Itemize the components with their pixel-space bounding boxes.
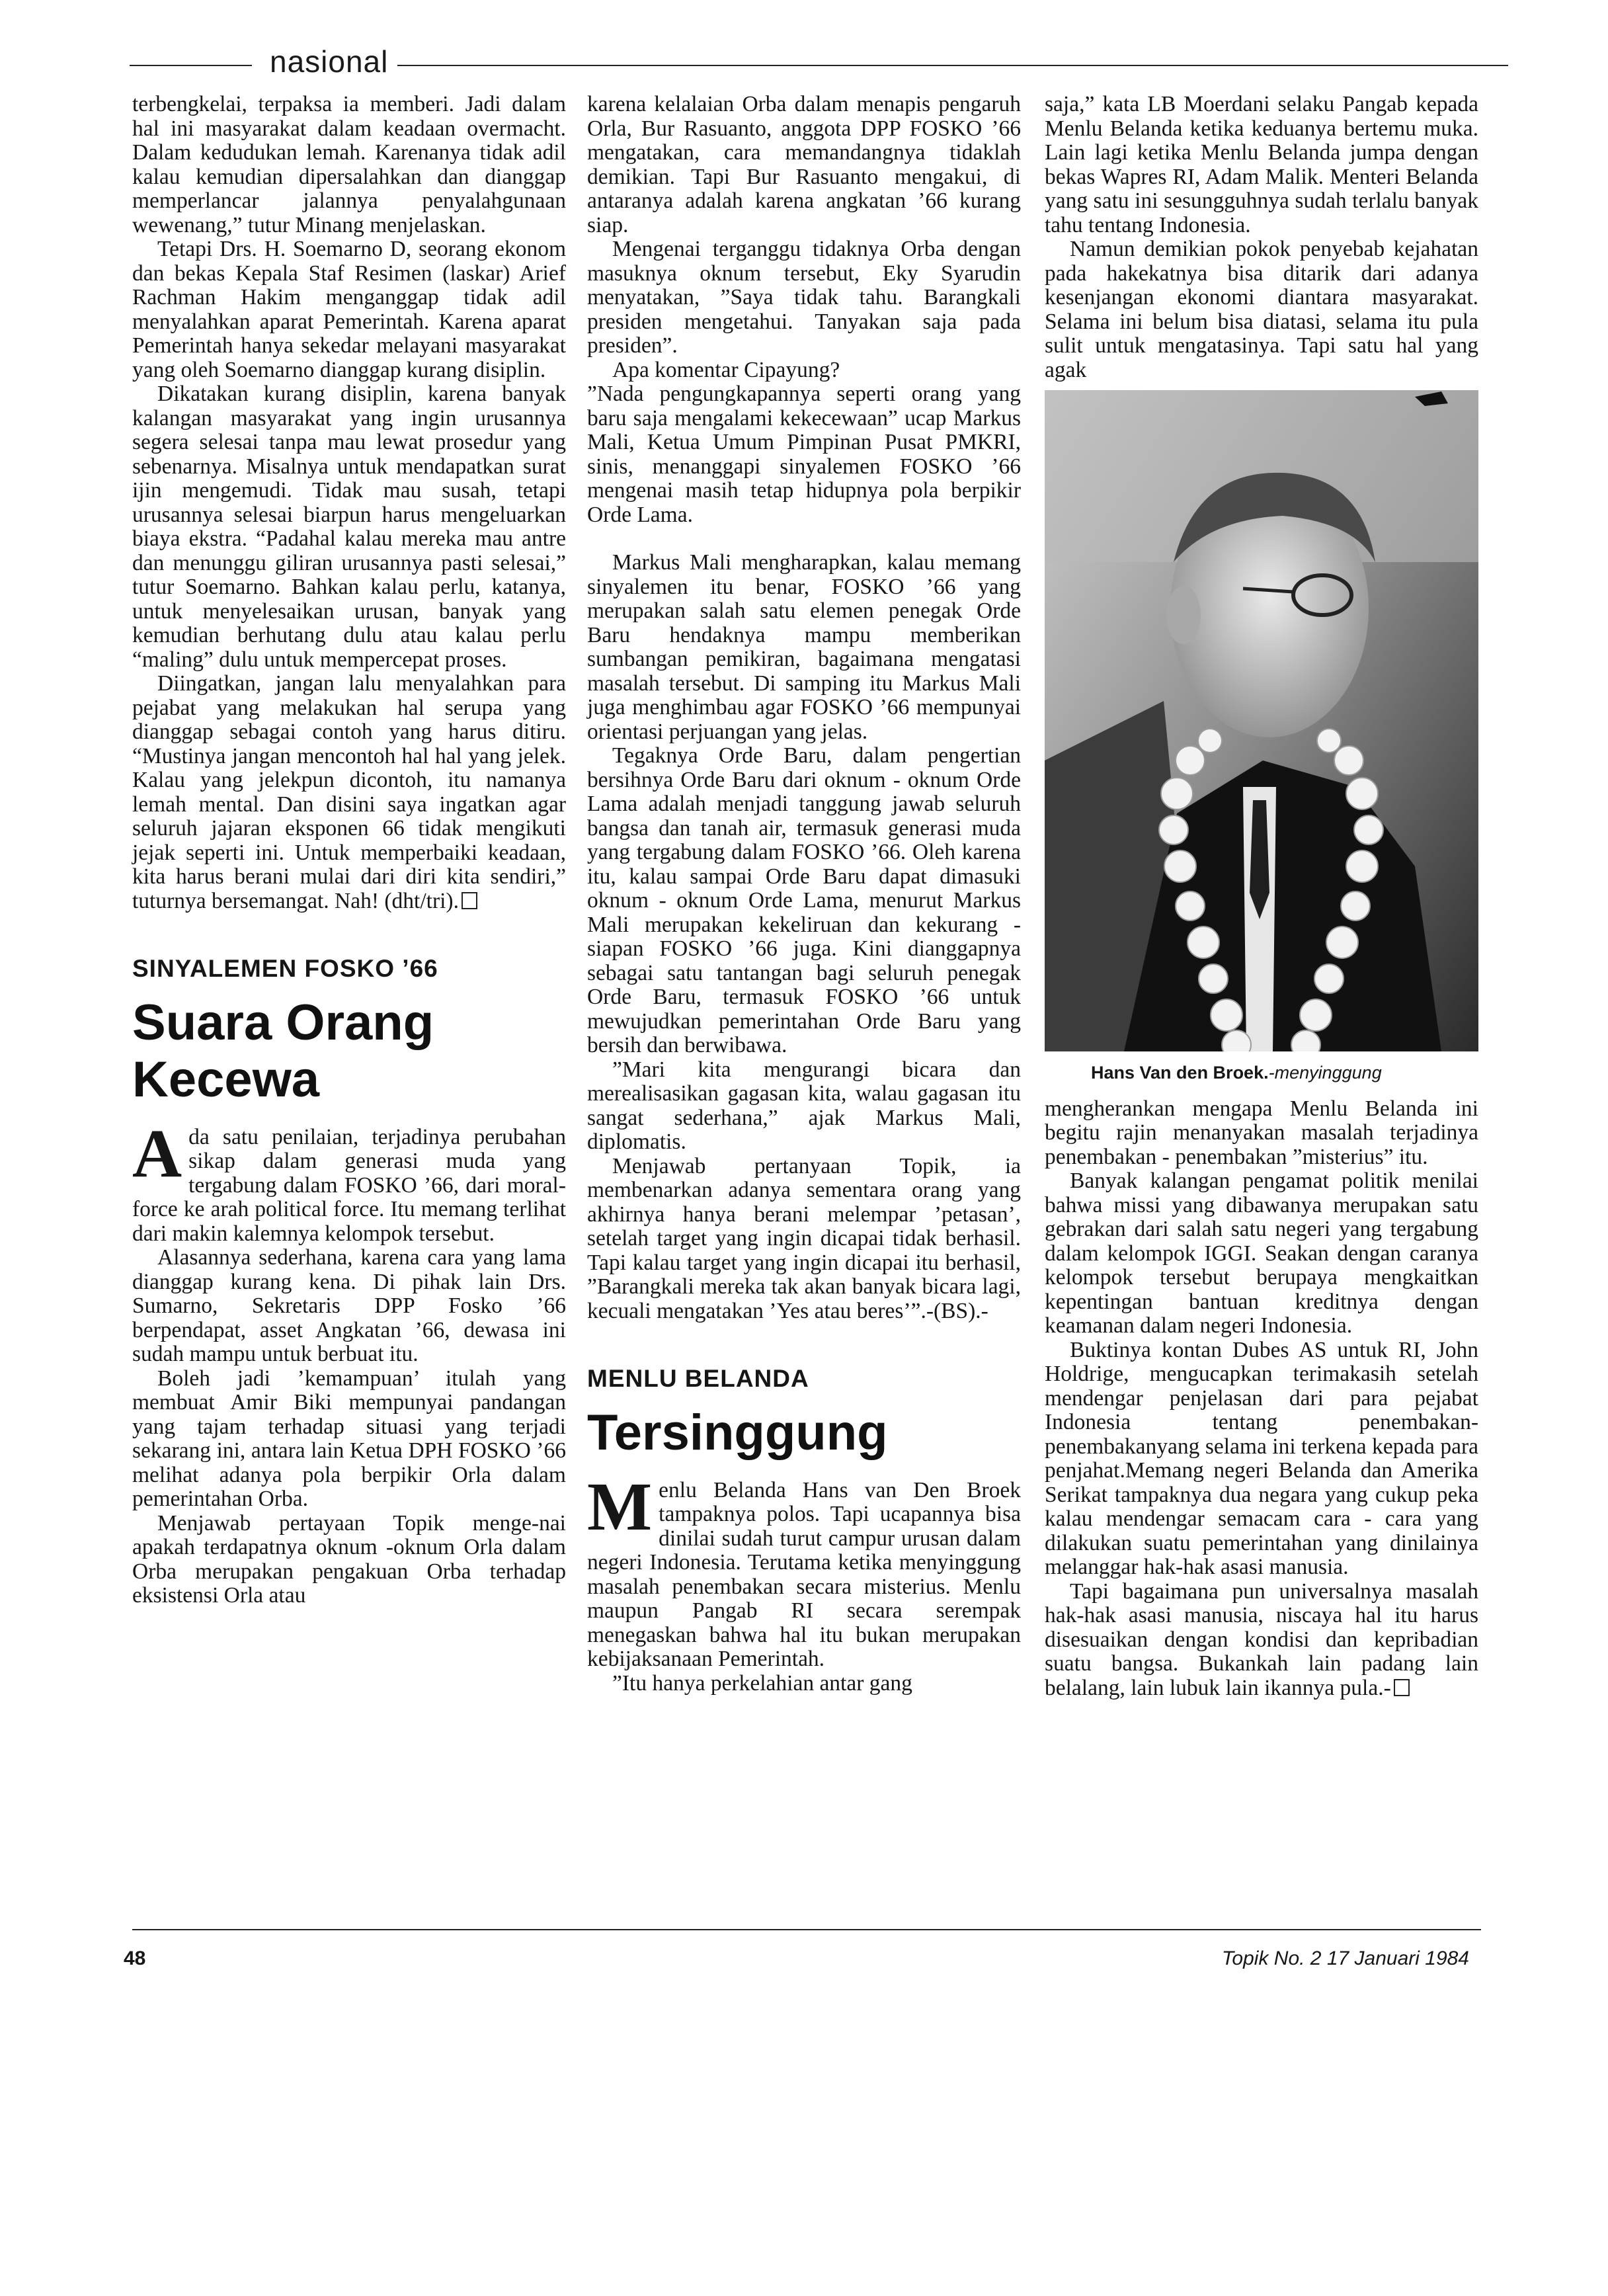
paragraph-text: Tapi bagaimana pun universalnya masalah hak-hak asasi manusia, niscaya hal itu harus disesuaikan dengan kondisi dan kepribadian suatu bangsa. Bukankah lain padang lain belalang, lain lubuk lain ikannya pula.- (1045, 1578, 1478, 1700)
paragraph (132, 672, 566, 913)
lead-paragraph (132, 1115, 566, 1247)
section-title: nasional (270, 44, 389, 79)
paragraph: Namun demikian pokok penyebab kejahatan pada hakekatnya bisa ditarik dari adanya kesenjangan ekonomi diantara masyarakat. Selama ini belum bisa diatasi, selama itu pula sulit untuk mengatasinya. Tapi satu hal yang agak (1045, 237, 1478, 382)
page-number: 48 (124, 1948, 146, 1969)
article-kicker: MENLU BELANDA (587, 1365, 809, 1392)
paragraph: Dikatakan kurang disiplin, karena banyak kalangan masyarakat yang ingin urusannya segera selesai tanpa mau lewat prosedur yang sebenarnya. Misalnya untuk mendapatkan surat ijin mengemudi. Tidak mau susah, tetapi urusannya selesai biarpun harus mengeluarkan biaya ekstra. “Padahal kalau mereka mau antre dan menunggu giliran urusannya pasti selesai,” tutur Soemarno. Bahkan kalau perlu, katanya, untuk menyelesaikan urusan, banyak yang kemudian berhutang dulu atau kalau perlu “maling” dulu untuk mempercepat proses. (132, 382, 566, 672)
end-mark-icon (1394, 1679, 1410, 1696)
column-3 (1045, 93, 1478, 1700)
paragraph: Banyak kalangan pengamat politik menilai bahwa missi yang dibawanya merupakan satu gebrakan dari salah satu negeri yang tergabung dalam kelompok IGGI. Seakan dengan caranya kelompok tersebut berupaya mengkaitkan kepentingan bantuan kreditnya dengan keamanan dalam negeri Indonesia. (1045, 1168, 1478, 1338)
caption-name: Hans Van den Broek. (1091, 1063, 1269, 1083)
paragraph: Alasannya sederhana, karena cara yang lama dianggap kurang kena. Di pihak lain Drs. Sumarno, Sekretaris DPP Fosko ’66 berpendapat, asset Angkatan ’66, dewasa ini sudah mampu untuk berbuat itu. (132, 1245, 566, 1366)
column-2 (587, 93, 1021, 1696)
drop-cap: A (132, 1115, 182, 1192)
drop-cap: M (587, 1468, 653, 1545)
caption-action: -menyinggung (1268, 1063, 1382, 1083)
paragraph: Tetapi Drs. H. Soemarno D, seorang ekonom dan bekas Kepala Staf Resimen (laskar) Arief Rachman Hakim menganggap tidak adil menyalahkan aparat Pemerintah. Karena aparat Pemerintah hanya sekedar melayani masyarakat yang oleh Soemarno dianggap kurang disiplin. (132, 237, 566, 382)
footer-rule (132, 1929, 1481, 1930)
paragraph: ”Mari kita mengurangi bicara dan merealisasikan gagasan kita, walau gagasan itu sangat sederhana,” ajak Markus Mali, diplomatis. (587, 1057, 1021, 1154)
paragraph: mengherankan mengapa Menlu Belanda ini begitu rajin menanyakan masalah terjadinya penembakan - penembakan ”misterius” itu. (1045, 1096, 1478, 1169)
paragraph: karena kelalaian Orba dalam menapis pengaruh Orla, Bur Rasuanto, anggota DPP FOSKO ’66 mengatakan, cara memandangnya tidaklah demikian. Tapi Bur Rasuanto mengakui, di antaranya adalah karena angkatan ’66 kurang siap. (587, 92, 1021, 237)
paragraph: terbengkelai, terpaksa ia memberi. Jadi dalam hal ini masyarakat dalam keadaan overmacht. Dalam kedudukan lemah. Karenanya tidak adil kalau kemudian dipersalahkan dan dianggap memperlancar jalannya penyalahgunaan wewenang,” tutur Minang menjelaskan. (132, 92, 566, 237)
header-rule-left (130, 65, 252, 66)
paragraph: Apa komentar Cipayung? (612, 357, 840, 382)
lead-paragraph (587, 1468, 1021, 1672)
paragraph: saja,” kata LB Moerdani selaku Pangab kepada Menlu Belanda ketika keduanya bertemu muka. Lain lagi ketika Menlu Belanda jumpa dengan bekas Wapres RI, Adam Malik. Menteri Belanda yang satu ini sesungguhnya sudah terlalu banyak tahu tentang Indonesia. (1045, 92, 1478, 237)
paragraph: Tegaknya Orde Baru, dalam pengertian bersihnya Orde Baru dari oknum - oknum Orde Lama adalah menjadi tanggung jawab seluruh bangsa dan tanah air, termasuk generasi muda yang tergabung dalam FOSKO ’66. Oleh karena itu, kalau sampai Orde Baru dapat dimasuki oknum - oknum Orde Lama, menurut Markus Mali merupakan kekeliruan dan kekurang - siapan FOSKO ’66 juga. Kini dianggapnya sebagai satu tantangan bagi seluruh penegak Orde Baru, termasuk FOSKO ’66 untuk mewujudkan pemerintahan Orde Baru yang bersih dan berwibawa. (587, 743, 1021, 1057)
paragraph-text: da satu penilaian, terjadinya perubahan sikap dalam generasi muda yang tergabung dalam FOSKO ’66, dari moral-force ke arah political force. Itu memang terlihat dari makin kalemnya kelompok tersebut. (132, 1124, 566, 1246)
paragraph-text: enlu Belanda Hans van Den Broek tampaknya polos. Tapi ucapannya bisa dinilai sudah turut campur urusan dalam negeri Indonesia. Terutama ketika menyinggung masalah penembakan secara misterius. Menlu maupun Pangab RI secara serempak menegaskan bahwa hal itu bukan merupakan kebijaksanaan Pemerintah. (587, 1477, 1021, 1671)
paragraph: Markus Mali mengharapkan, kalau memang sinyalemen itu benar, FOSKO ’66 yang merupakan salah satu elemen penegak Orde Baru hendaknya mampu memberikan sumbangan pemikiran, bagaimana mengatasi masalah tersebut. Di samping itu Markus Mali juga menghimbau agar FOSKO ’66 mempunyai orientasi perjuangan yang jelas. (587, 550, 1021, 744)
paragraph: Mengenai terganggu tidaknya Orba dengan masuknya oknum tersebut, Eky Syarudin menyatakan, ”Saya tidak tahu. Barangkali presiden mengetahui. Tanyakan saja pada presiden”. (587, 237, 1021, 358)
issue-info: Topik No. 2 17 Januari 1984 (1221, 1948, 1469, 1969)
page-header (130, 40, 1508, 86)
paragraph: Menjawab pertanyaan Topik, ia membenarkan adanya sementara orang yang akhirnya hanya berani melempar ’petasan’, setelah target yang ingin dicapai tidak berhasil. Tapi kalau target yang ingin dicapai itu berhasil, ”Barangkali mereka tak akan banyak bicara lagi, kecuali mengatakan ’Yes atau beres’”.-(BS).- (587, 1153, 1021, 1323)
header-rule-right (397, 65, 1508, 66)
paragraph: ”Nada pengungkapannya seperti orang yang baru saja mengalami kekecewaan” ucap Markus Mali, Ketua Umum Pimpinan Pusat PMKRI, sinis, menanggapi sinyalemen FOSKO ’66 mengenai masih tetap hidupnya pola berpikir Orde Lama. (587, 382, 1021, 527)
portrait-photo (1045, 390, 1478, 1051)
end-mark-icon (462, 892, 477, 909)
paragraph (1045, 1580, 1478, 1701)
article-headline: Suara Orang Kecewa (132, 994, 434, 1108)
paragraph: Menjawab pertayaan Topik menge-nai apakah terdapatnya oknum -oknum Orla dalam Orba merupakan pengakuan Orba terhadap eksistensi Orla atau (132, 1510, 566, 1608)
paragraph-text: Diingatkan, jangan lalu menyalahkan para pejabat yang melakukan hal serupa yang dianggap sebagai contoh yang harus ditiru. “Mustinya jangan mencontoh hal hal yang jelek. Kalau yang jelekpun dicontoh, itu namanya lemah mental. Dan disini saya ingatkan agar seluruh jajaran eksponen 66 tidak mengikuti jejak seperti ini. Untuk memperbaiki keadaan, kita harus berani mulai dari diri kita sendiri,” tuturnya bersemangat. Nah! (dht/tri). (132, 671, 566, 913)
article-headline: Tersinggung (587, 1404, 888, 1461)
article-kicker: SINYALEMEN FOSKO ’66 (132, 955, 438, 982)
photo-figure (1045, 390, 1478, 1085)
column-1 (132, 93, 566, 1608)
paragraph: Boleh jadi ’kemampuan’ itulah yang membuat Amir Biki mempunyai pandangan yang tajam terhadap situasi yang terjadi sekarang ini, antara lain Ketua DPH FOSKO ’66 melihat adanya pola berpikir Orla dalam pemerintahan Orba. (132, 1366, 566, 1511)
paragraph: Buktinya kontan Dubes AS untuk RI, John Holdrige, mengucapkan terimakasih setelah mendengar penjelasan dari para pejabat Indonesia tentang penembakan-penembakanyang selama ini terkena kepada para penjahat.Memang negeri Belanda dan Amerika Serikat tampaknya dua negara yang cukup peka kalau mendengar semacam cara - cara yang dilakukan suatu pemerintahan yang dinilainya melanggar hak-hak asasi manusia. (1045, 1337, 1478, 1579)
paragraph: ”Itu hanya perkelahian antar gang (612, 1670, 912, 1696)
photo-caption (1091, 1061, 1478, 1085)
